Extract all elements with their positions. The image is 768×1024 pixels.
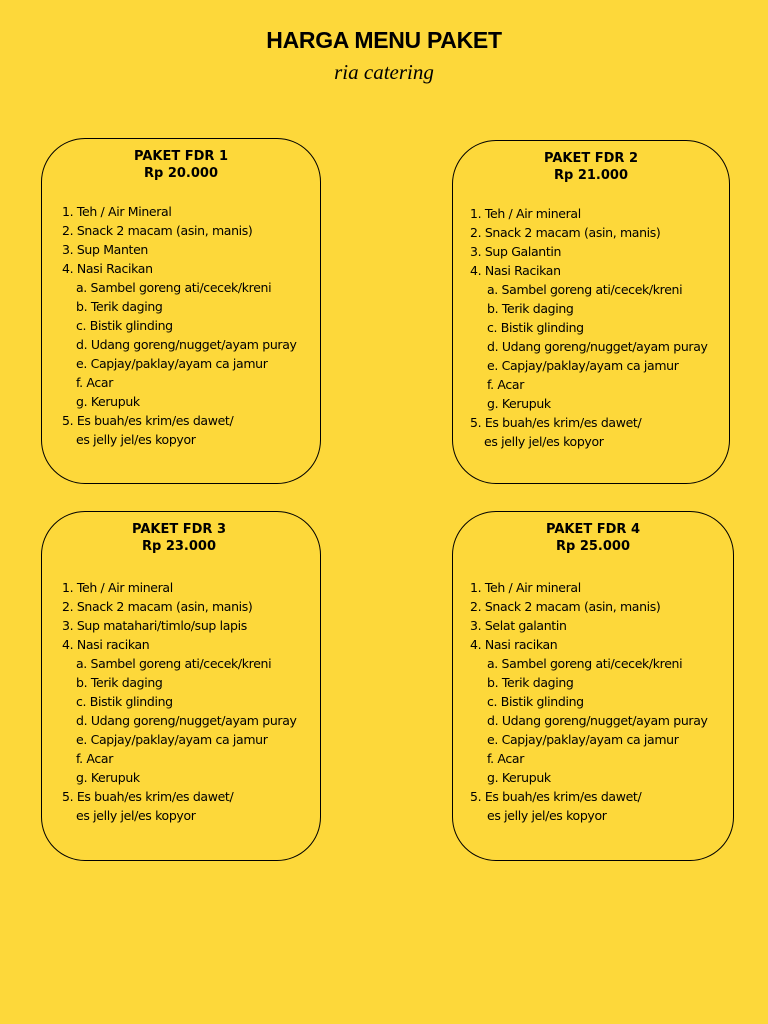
menu-item: 5. Es buah/es krim/es dawet/ xyxy=(470,415,642,430)
menu-item-continuation: es jelly jel/es kopyor xyxy=(76,432,196,447)
menu-subitem: d. Udang goreng/nugget/ayam puray xyxy=(487,339,708,354)
menu-subitem: a. Sambel goreng ati/cecek/kreni xyxy=(487,282,683,297)
menu-item: 1. Teh / Air mineral xyxy=(62,580,173,595)
package-name: PAKET FDR 2 xyxy=(544,151,638,166)
package-price: Rp 21.000 xyxy=(553,168,628,183)
menu-item-continuation: es jelly jel/es kopyor xyxy=(76,808,196,823)
menu-item: 3. Sup Manten xyxy=(62,242,148,257)
menu-subitem: d. Udang goreng/nugget/ayam puray xyxy=(76,713,297,728)
package-name: PAKET FDR 1 xyxy=(134,149,228,164)
menu-subitem: b. Terik daging xyxy=(487,301,574,316)
menu-item-list xyxy=(62,202,314,449)
menu-subitem: d. Udang goreng/nugget/ayam puray xyxy=(76,337,297,352)
menu-item: 2. Snack 2 macam (asin, manis) xyxy=(470,599,661,614)
package-card-fdr-3 xyxy=(41,511,321,861)
menu-subitem: b. Terik daging xyxy=(487,675,574,690)
package-card-fdr-4 xyxy=(452,511,734,861)
menu-subitem: f. Acar xyxy=(487,751,524,766)
package-price: Rp 23.000 xyxy=(141,539,216,554)
menu-item: 4. Nasi Racikan xyxy=(470,263,561,278)
menu-item: 4. Nasi Racikan xyxy=(62,261,153,276)
menu-subitem: f. Acar xyxy=(76,751,113,766)
menu-item-list xyxy=(470,578,727,825)
menu-item-continuation: es jelly jel/es kopyor xyxy=(484,434,604,449)
menu-item-list xyxy=(470,204,723,451)
menu-item: 3. Sup Galantin xyxy=(470,244,562,259)
menu-subitem: d. Udang goreng/nugget/ayam puray xyxy=(487,713,708,728)
menu-item-continuation: es jelly jel/es kopyor xyxy=(487,808,607,823)
page-title: HARGA MENU PAKET xyxy=(266,27,502,53)
menu-item-list xyxy=(62,578,314,825)
menu-subitem: g. Kerupuk xyxy=(76,394,140,409)
menu-subitem: c. Bistik glinding xyxy=(487,694,584,709)
menu-subitem: g. Kerupuk xyxy=(487,770,551,785)
menu-subitem: e. Capjay/paklay/ayam ca jamur xyxy=(76,732,268,747)
menu-item: 3. Selat galantin xyxy=(470,618,567,633)
menu-item: 5. Es buah/es krim/es dawet/ xyxy=(470,789,642,804)
menu-subitem: b. Terik daging xyxy=(76,675,163,690)
menu-item: 4. Nasi racikan xyxy=(470,637,558,652)
menu-subitem: e. Capjay/paklay/ayam ca jamur xyxy=(76,356,268,371)
menu-subitem: e. Capjay/paklay/ayam ca jamur xyxy=(487,732,679,747)
menu-item: 5. Es buah/es krim/es dawet/ xyxy=(62,789,234,804)
menu-item: 2. Snack 2 macam (asin, manis) xyxy=(62,599,253,614)
menu-subitem: g. Kerupuk xyxy=(76,770,140,785)
menu-subitem: c. Bistik glinding xyxy=(487,320,584,335)
package-card-fdr-1 xyxy=(41,138,321,484)
menu-item: 2. Snack 2 macam (asin, manis) xyxy=(470,225,661,240)
menu-item: 5. Es buah/es krim/es dawet/ xyxy=(62,413,234,428)
menu-item: 2. Snack 2 macam (asin, manis) xyxy=(62,223,253,238)
package-price: Rp 25.000 xyxy=(555,539,630,554)
menu-subitem: a. Sambel goreng ati/cecek/kreni xyxy=(487,656,683,671)
menu-subitem: g. Kerupuk xyxy=(487,396,551,411)
menu-subitem: e. Capjay/paklay/ayam ca jamur xyxy=(487,358,679,373)
menu-item: 1. Teh / Air mineral xyxy=(470,206,581,221)
package-name: PAKET FDR 3 xyxy=(132,522,226,537)
page-subtitle: ria catering xyxy=(334,60,434,84)
menu-subitem: b. Terik daging xyxy=(76,299,163,314)
menu-subitem: f. Acar xyxy=(487,377,524,392)
menu-subitem: a. Sambel goreng ati/cecek/kreni xyxy=(76,656,272,671)
menu-item: 1. Teh / Air Mineral xyxy=(62,204,172,219)
menu-subitem: a. Sambel goreng ati/cecek/kreni xyxy=(76,280,272,295)
menu-item: 1. Teh / Air mineral xyxy=(470,580,581,595)
package-name: PAKET FDR 4 xyxy=(546,522,640,537)
package-card-fdr-2 xyxy=(452,140,730,484)
menu-subitem: c. Bistik glinding xyxy=(76,318,173,333)
menu-subitem: f. Acar xyxy=(76,375,113,390)
menu-item: 3. Sup matahari/timlo/sup lapis xyxy=(62,618,247,633)
menu-item: 4. Nasi racikan xyxy=(62,637,150,652)
package-price: Rp 20.000 xyxy=(143,166,218,181)
menu-subitem: c. Bistik glinding xyxy=(76,694,173,709)
